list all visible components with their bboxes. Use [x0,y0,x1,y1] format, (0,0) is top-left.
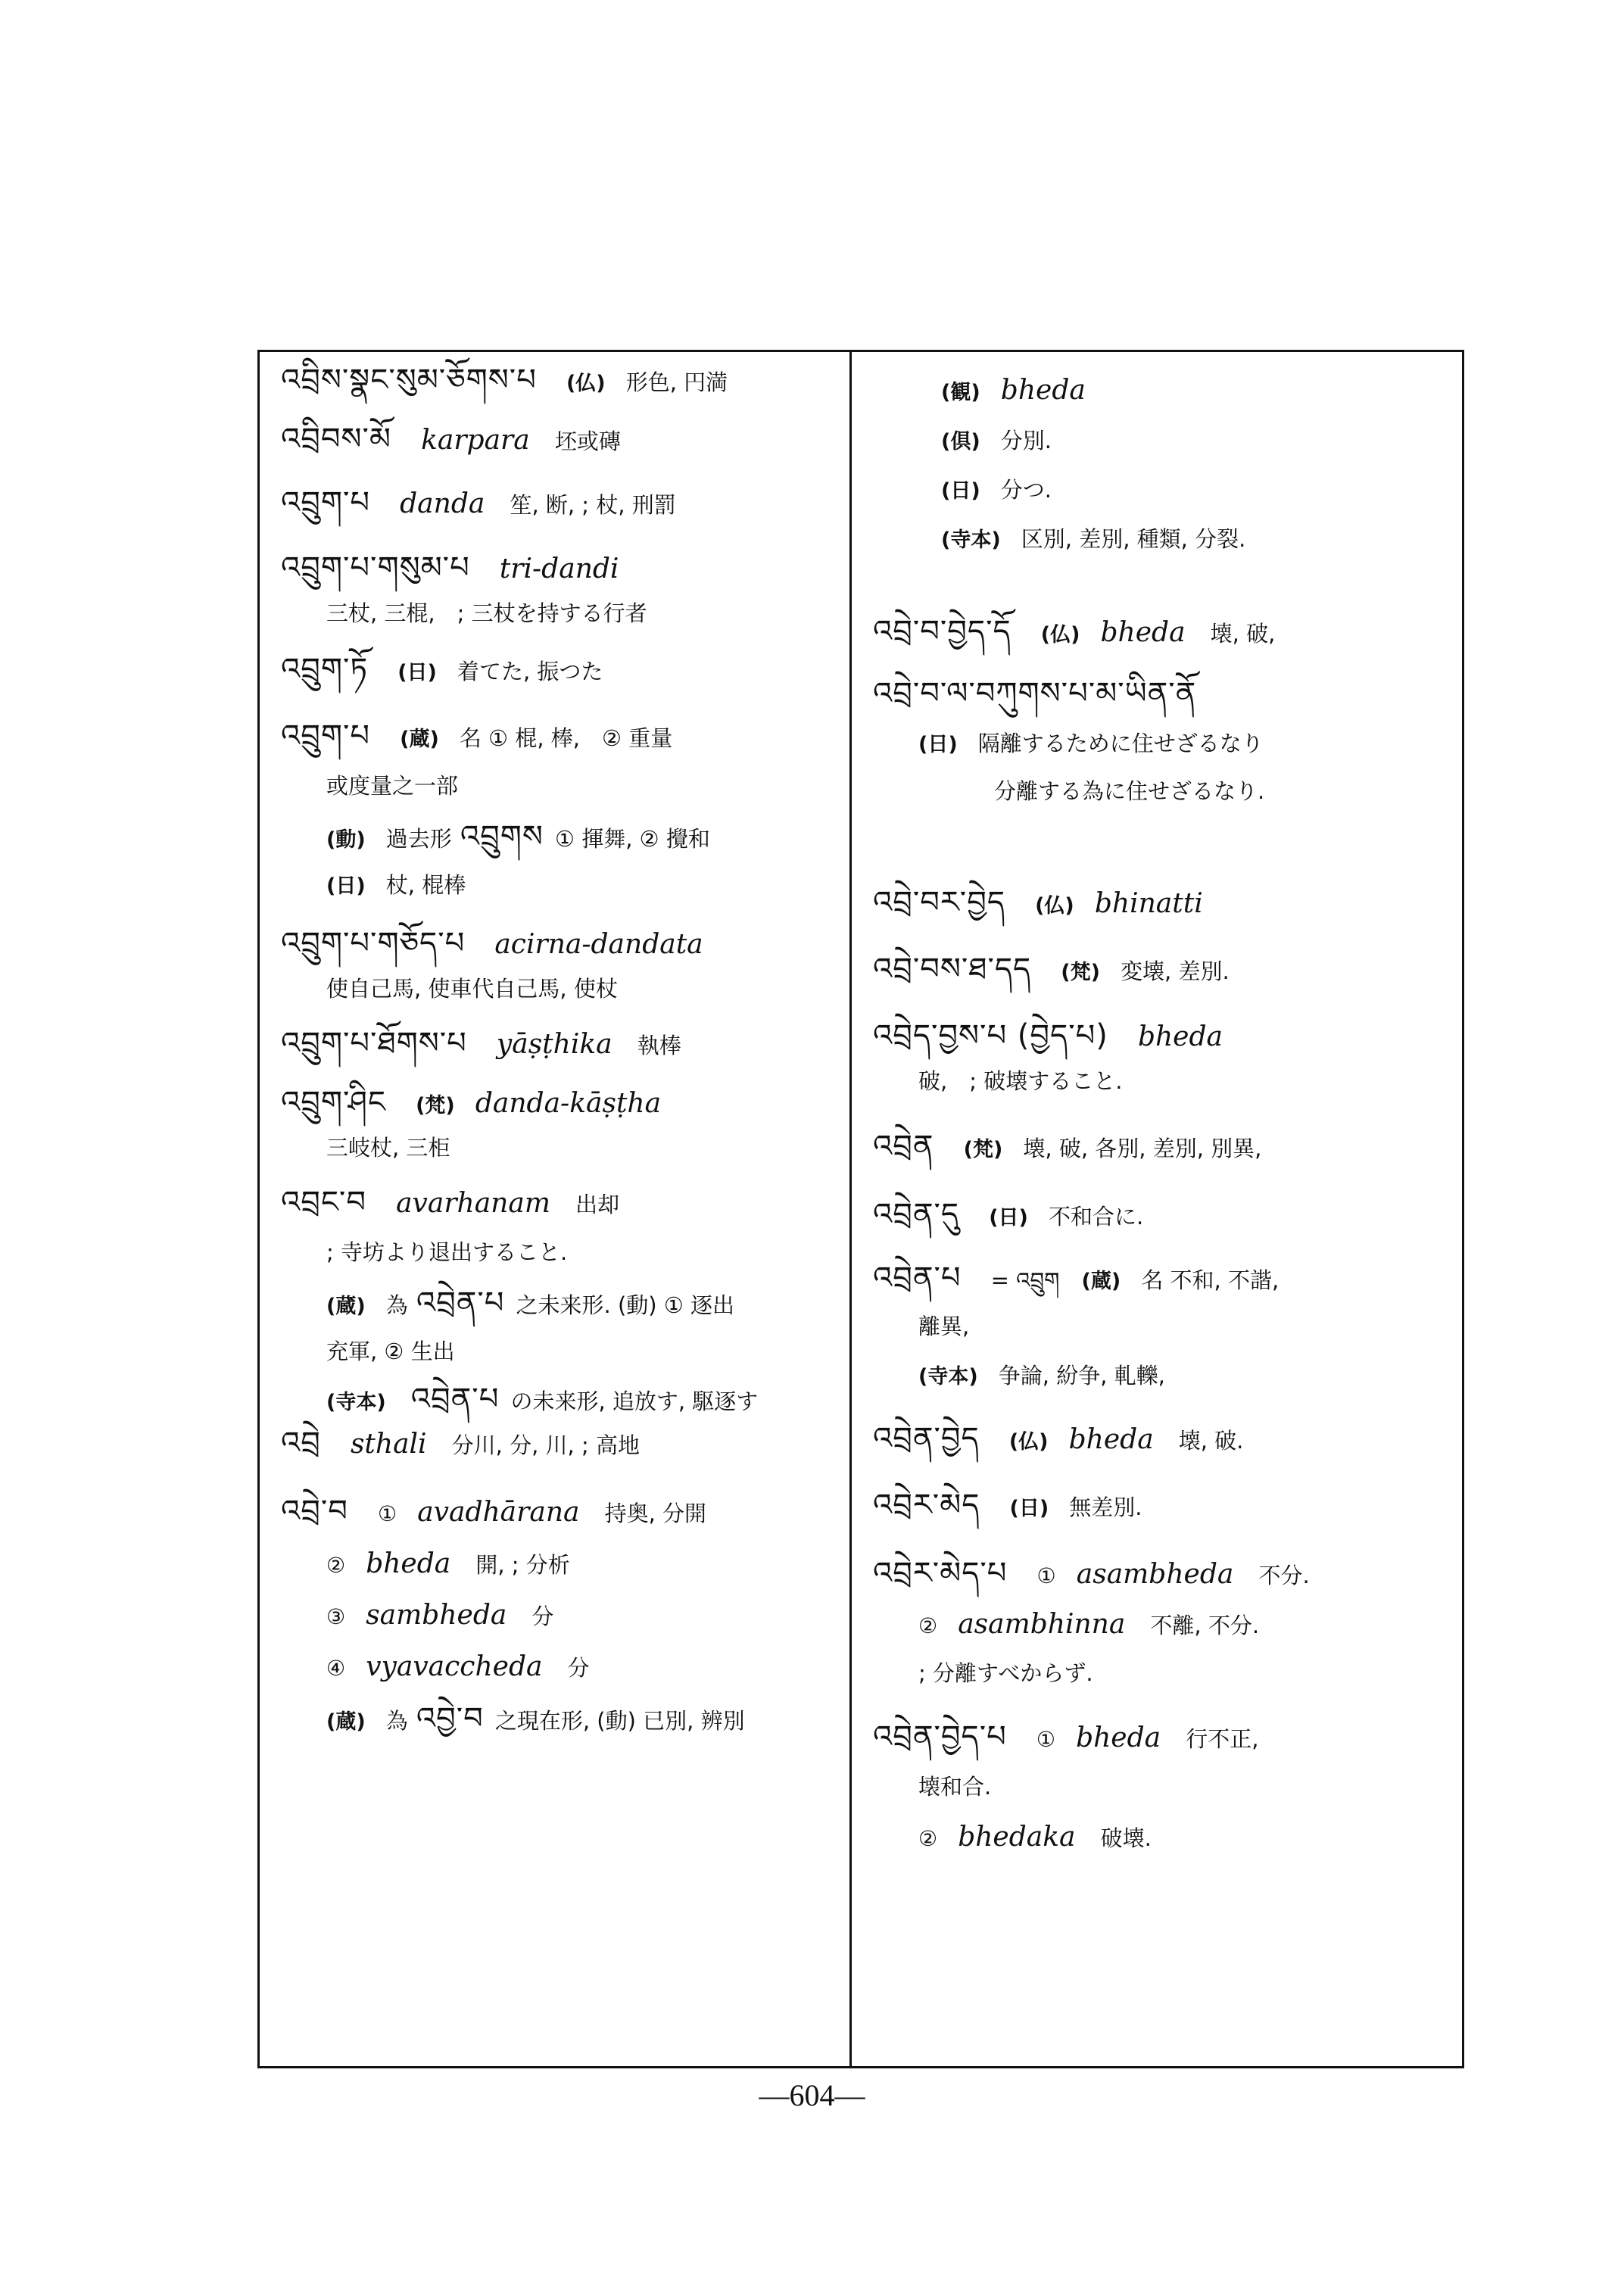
japanese-gloss: 不和合に. [1048,1204,1144,1230]
source-tag: (仏) [566,372,606,395]
japanese-gloss: 着てた, 振つた [457,659,603,684]
source-tag: (蔵) [400,728,439,751]
tibetan-headword: འབྲུག་པ [281,485,371,520]
japanese-gloss: 持奥, 分開 [604,1501,706,1526]
source-tag: (蔵) [326,1710,366,1734]
sense-number: ④ [326,1656,346,1681]
dictionary-entry [873,1717,1454,1862]
source-tag: (寺本) [941,528,1001,552]
sanskrit-equivalent: bheda [366,1548,451,1579]
source-tag: (蔵) [1081,1270,1121,1293]
japanese-gloss: 不離, 不分. [1150,1613,1260,1638]
sanskrit-equivalent: bhedaka [958,1822,1076,1853]
source-tag: (寺本) [326,1391,386,1414]
japanese-gloss: 出却 [575,1192,620,1217]
japanese-gloss: 充軍, ② 生出 [326,1339,455,1364]
dictionary-entry [873,1195,1454,1240]
dictionary-entry [873,1485,1454,1531]
japanese-gloss: 分別. [1000,428,1052,454]
dictionary-entry [281,716,842,909]
dictionary-entry [281,419,842,465]
japanese-gloss: 笙, 断, ; 杖, 刑罰 [510,492,676,518]
source-tag: (動) [326,828,366,852]
tibetan-headword: འབྲུག་པ་ཐོགས་པ [281,1026,467,1061]
japanese-gloss: 三杖, 三棍, ; 三杖を持する行者 [326,600,647,626]
source-tag: (日) [1009,1497,1049,1520]
sanskrit-equivalent: bheda [1076,1722,1161,1753]
dictionary-entry [281,548,842,637]
source-tag: (日) [326,874,366,898]
japanese-gloss: 之現在形, (動) 已別, 辨別 [494,1708,745,1734]
japanese-gloss: 壊, 破, [1210,621,1276,647]
japanese-gloss: 隔離するために住せざるなり [977,731,1264,756]
tibetan-headword: འབྲེ [281,1426,321,1460]
sanskrit-equivalent: tri-dandi [499,553,619,584]
sanskrit-equivalent: asambheda [1076,1559,1234,1590]
japanese-gloss: 名 不和, 不諧, [1141,1267,1280,1293]
japanese-gloss: 行不正, [1186,1726,1259,1752]
japanese-gloss: 過去形 [385,826,452,852]
dictionary-entry [873,883,1454,928]
source-tag: (仏) [1008,1430,1049,1454]
tibetan-inline: འབྲེན་པ [410,1382,500,1417]
tibetan-headword: འབྲུག་ཤིང [281,1085,386,1120]
sense-number: ② [326,1553,346,1578]
source-tag: (梵) [416,1094,455,1117]
japanese-gloss: 破, ; 破壊すること. [918,1068,1123,1094]
japanese-gloss: 分つ. [1000,477,1052,503]
sanskrit-equivalent: avadhārana [417,1497,580,1528]
japanese-gloss: 之未来形. (動) ① 逐出 [516,1292,735,1318]
dictionary-entry [873,612,1454,657]
dictionary-entry [281,650,842,695]
source-tag: (仏) [1035,894,1074,918]
sense-number: ② [918,1613,938,1638]
tibetan-headword: འབྲེན་དུ [873,1197,960,1232]
sanskrit-equivalent: karpara [421,425,530,456]
sanskrit-equivalent: sambheda [366,1600,507,1631]
tibetan-inline: འབྲེན་པ [416,1286,505,1320]
sanskrit-equivalent: danda-kāṣṭha [475,1088,662,1119]
dictionary-entry [873,1554,1454,1697]
source-tag: (日) [989,1206,1028,1230]
sanskrit-equivalent: asambhinna [958,1609,1126,1640]
japanese-gloss: 無差別. [1069,1495,1142,1520]
cross-reference: = འབྲུག [990,1267,1060,1293]
dictionary-entry [281,924,842,1012]
dictionary-entry [873,371,1454,563]
japanese-gloss: ; 寺坊より退出すること. [326,1239,568,1265]
sanskrit-equivalent: bheda [1137,1021,1223,1052]
tibetan-headword: འབྲེད་བྱས་པ (བྱེད་པ) [873,1018,1108,1053]
japanese-gloss: 変壊, 差別. [1121,958,1230,984]
dictionary-entry [873,1016,1454,1105]
japanese-gloss: 使自己馬, 使車代自己馬, 使杖 [326,976,618,1002]
dictionary-entry [873,949,1454,995]
japanese-gloss: 三岐杖, 三柜 [326,1135,450,1161]
japanese-gloss: 開, ; 分析 [475,1552,570,1578]
dictionary-entry [873,1419,1454,1464]
sense-number: ① [1036,1727,1055,1752]
tibetan-headword: འབྲིས་སྣང་སུམ་ཅོགས་པ [281,363,537,397]
dictionary-entry [281,1083,842,1171]
tibetan-headword: འབྲུག་ཏོ [281,652,369,687]
dictionary-entry [281,1183,842,1425]
tibetan-headword: འབྲེ་བ་ལ་བཀུགས་པ་མ་ཡིན་ནོ [873,676,1197,711]
japanese-gloss: 壊, 破. [1178,1428,1244,1454]
tibetan-headword: འབྲིབས་མོ [281,422,391,457]
source-tag: (日) [918,733,958,756]
tibetan-headword: འབྲེ་བར་བྱེད [873,885,1005,920]
japanese-gloss: 名 ① 棍, 棒, ② 重量 [459,725,673,751]
sanskrit-equivalent: bheda [1100,617,1186,648]
right-column [852,350,1462,2068]
japanese-gloss: 区別, 差別, 種類, 分裂. [1021,526,1246,552]
source-tag: (観) [941,381,980,404]
source-tag: (寺本) [918,1365,978,1389]
sanskrit-equivalent: vyavaccheda [366,1651,543,1682]
sanskrit-equivalent: sthali [350,1429,427,1460]
source-tag: (日) [941,479,980,503]
tibetan-headword: འབྲེར་མེད་པ [873,1556,1008,1591]
japanese-gloss: 分 [531,1604,554,1629]
tibetan-headword: འབྲང་བ [281,1185,366,1220]
dictionary-entry [281,1024,842,1069]
sanskrit-equivalent: danda [400,488,485,519]
sanskrit-equivalent: bheda [1000,375,1086,406]
tibetan-headword: འབྲེ་བ་བྱེད་དོ [873,614,1011,649]
tibetan-headword: འབྲེར་མེད [873,1488,980,1523]
source-tag: (梵) [963,1138,1003,1161]
tibetan-headword: འབྲེན་པ [873,1261,962,1295]
source-tag: (日) [397,661,437,684]
tibetan-headword: འབྲུག་པ་གཅོད་པ [281,926,466,961]
left-column [260,350,849,2068]
japanese-gloss: 争論, 紛争, 軋轢, [998,1363,1165,1389]
tibetan-headword: འབྲེན་བྱེད [873,1421,980,1456]
japanese-gloss: 或度量之一部 [326,773,459,799]
tibetan-inline: འབྲུགས [460,819,544,854]
sanskrit-equivalent: yāṣṭhika [496,1029,613,1060]
japanese-gloss: 破壊. [1100,1825,1152,1851]
japanese-gloss: 為 [385,1292,408,1318]
tibetan-headword: འབྲུག་པ [281,718,371,753]
tibetan-headword: འབྲུག་པ་གསུམ་པ [281,550,470,585]
japanese-gloss: 壊, 破, 各別, 差別, 別異, [1023,1136,1262,1161]
japanese-gloss: 坯或磚 [554,429,621,454]
sense-number: ② [918,1826,938,1851]
sanskrit-equivalent: bheda [1068,1424,1154,1455]
tibetan-headword: འབྲེན [873,1129,934,1164]
source-tag: (仏) [1040,623,1080,647]
dictionary-entry [281,1491,842,1744]
japanese-gloss: 離異, [918,1314,970,1339]
japanese-gloss: 為 [385,1708,408,1734]
dictionary-entry [281,483,842,528]
sanskrit-equivalent: acirna-dandata [494,929,703,960]
japanese-gloss: 分離する為に住せざるなり. [994,778,1265,804]
source-tag: (蔵) [326,1295,366,1318]
japanese-gloss: 分川, 分, 川, ; 高地 [451,1432,640,1458]
dictionary-entry [873,1258,1454,1399]
sense-number: ① [377,1501,397,1526]
dictionary-entry [873,674,1454,815]
dictionary-entry [281,360,842,406]
japanese-gloss: の未来形, 追放す, 駆逐す [510,1389,759,1414]
sense-number: ③ [326,1604,346,1629]
tibetan-headword: འབྲེ་བ [281,1494,348,1529]
sense-number: ① [1036,1563,1056,1588]
japanese-gloss: ① 揮舞, ② 攪和 [554,826,710,852]
tibetan-headword: འབྲེན་བྱེད་པ [873,1719,1007,1754]
sanskrit-equivalent: avarhanam [396,1188,550,1219]
japanese-gloss: 不分. [1258,1563,1310,1588]
japanese-gloss: 杖, 棍棒 [385,872,466,898]
page-number: —604— [759,2078,865,2112]
japanese-gloss: ; 分離すべからず. [918,1660,1093,1686]
japanese-gloss: 分 [567,1655,590,1681]
japanese-gloss: 執棒 [637,1033,681,1058]
sanskrit-equivalent: bhinatti [1094,888,1203,919]
tibetan-headword: འབྲེ་བས་ཐ་དད [873,952,1032,986]
dictionary-entry [281,1423,842,1469]
dictionary-entry [873,1127,1454,1172]
tibetan-inline: འབྱེ་བ [416,1701,484,1736]
source-tag: (梵) [1061,961,1100,984]
japanese-gloss: 壊和合. [918,1774,992,1800]
source-tag: (倶) [941,430,980,454]
japanese-gloss: 形色, 円満 [625,369,728,395]
